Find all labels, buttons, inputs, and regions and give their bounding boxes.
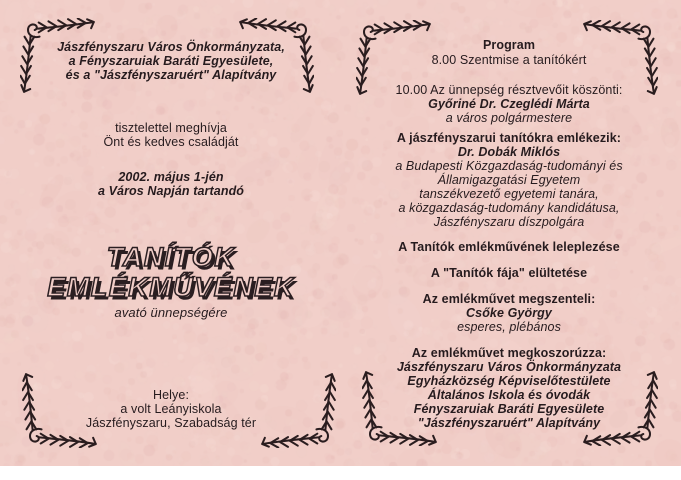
section-intro: Az emlékművet megszenteli: bbox=[422, 292, 596, 306]
speaker-name: Dr. Dobák Miklós bbox=[457, 145, 561, 159]
organizers-block bbox=[10, 40, 332, 82]
organizer-line: a Fényszaruiak Baráti Egyesülete, bbox=[68, 54, 274, 68]
wreath-org-line: "Jászfényszaruért" Alapítvány bbox=[417, 416, 601, 430]
memorial-title-line2: EMLÉKMŰVÉNEK bbox=[47, 272, 295, 302]
organizer-line: és a "Jászfényszaruért" Alapítvány bbox=[65, 68, 277, 82]
speaker-desc-line: a Budapesti Közgazdaság-tudományi és bbox=[395, 159, 623, 173]
speaker-desc-line: tanszékvezető egyetemi tanára, bbox=[419, 187, 599, 201]
location-line: Jászfényszaru, Szabadság tér bbox=[85, 416, 257, 430]
speaker-name: Csőke György bbox=[466, 306, 552, 320]
program-right-panel bbox=[348, 0, 670, 466]
invite-line: Önt és kedves családját bbox=[103, 135, 239, 149]
section-intro: Az emlékművet megkoszorúzza: bbox=[411, 346, 607, 360]
invite-block bbox=[10, 121, 332, 149]
remembrance-block bbox=[348, 131, 670, 229]
speaker-desc-line: a közgazdaság-tudomány kandidátusa, bbox=[398, 201, 620, 215]
wreath-block bbox=[348, 346, 670, 430]
speaker-role: esperes, plébános bbox=[457, 320, 561, 334]
date-block bbox=[10, 170, 332, 198]
title-subtitle: avató ünnepségére bbox=[114, 305, 228, 320]
wreath-org-line: Fényszaruiak Baráti Egyesülete bbox=[413, 402, 605, 416]
location-line: a volt Leányiskola bbox=[120, 402, 222, 416]
program-item-greeting: 10.00 Az ünnepség résztvevőit köszönti: bbox=[395, 83, 623, 97]
speaker-desc-line: Jászfényszaru díszpolgára bbox=[433, 215, 585, 229]
speaker-role: a város polgármestere bbox=[445, 111, 573, 125]
blessing-block bbox=[348, 292, 670, 334]
greeting-block bbox=[348, 83, 670, 125]
event-occasion: a Város Napján tartandó bbox=[97, 184, 245, 198]
wreath-org-line: Jászfényszaru Város Önkormányzata bbox=[396, 360, 622, 374]
program-title: Program bbox=[482, 38, 536, 52]
memorial-title-line1: TANÍTÓK bbox=[106, 242, 236, 272]
wreath-org-line: Egyházközség Képviselőtestülete bbox=[407, 374, 611, 388]
invite-line: tisztelettel meghívja bbox=[115, 121, 227, 135]
location-label: Helye: bbox=[152, 388, 190, 402]
location-block bbox=[10, 388, 332, 430]
speaker-name: Győriné Dr. Czeglédi Márta bbox=[428, 97, 590, 111]
tree-planting-line: A "Tanítók fája" elültetése bbox=[430, 266, 588, 280]
program-item-mass: 8.00 Szentmise a tanítókért bbox=[431, 53, 587, 67]
speaker-desc-line: Államigazgatási Egyetem bbox=[437, 173, 581, 187]
memorial-title bbox=[10, 242, 332, 302]
unveiling-line: A Tanítók emlékművének leleplezése bbox=[398, 240, 620, 254]
section-intro: A jászfényszarui tanítókra emlékezik: bbox=[396, 131, 622, 145]
organizer-line: Jászfényszaru Város Önkormányzata, bbox=[57, 40, 285, 54]
invitation-left-panel bbox=[10, 0, 332, 466]
wreath-org-line: Általános Iskola és óvodák bbox=[427, 388, 591, 402]
event-date: 2002. május 1-jén bbox=[118, 170, 224, 184]
